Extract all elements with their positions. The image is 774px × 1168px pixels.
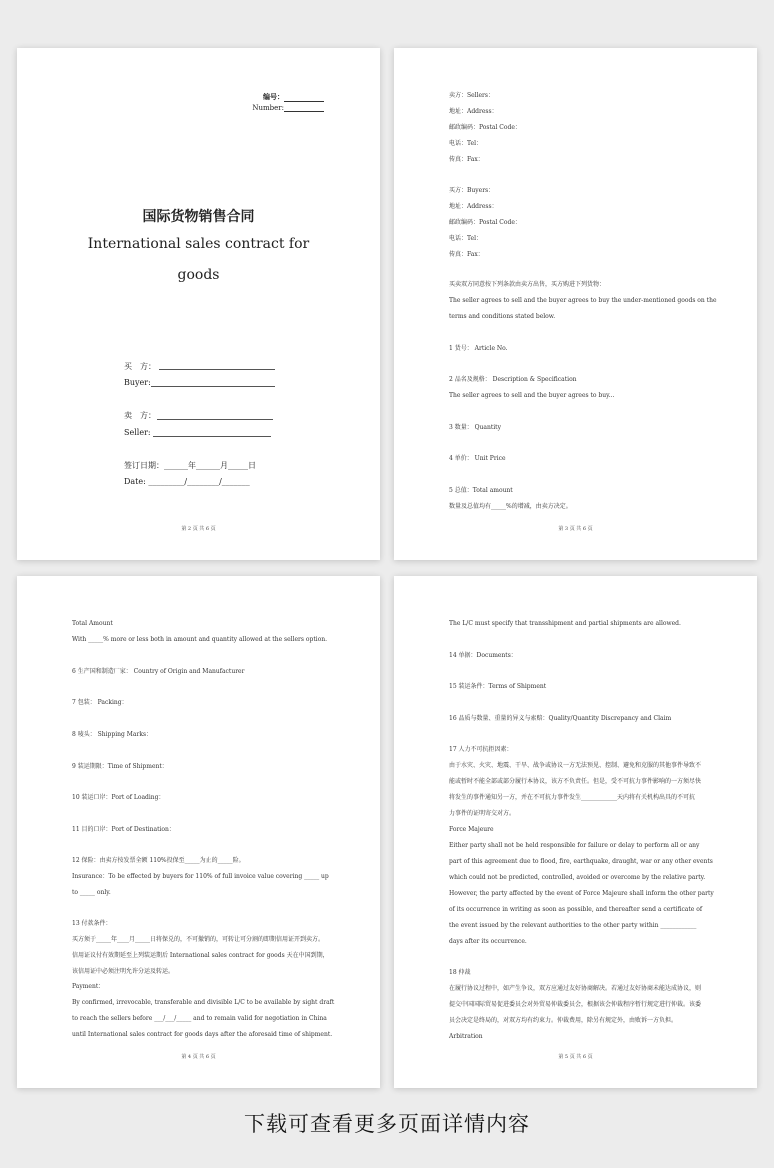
document-page-3 [17, 576, 380, 1088]
text-line: part of this agreement due to flood, fire, earthquake, draught, war or any other events [449, 858, 713, 865]
text-line: Insurance：To be effected by buyers for 110% of full invoice value covering _____ up [72, 873, 329, 880]
text-line: With _____% more or less both in amount and quantity allowed at the sellers option. [72, 636, 328, 643]
buyer-info-line: 传真：Fax： [449, 251, 484, 258]
text-line: 由于水灾、火灾、地震、干旱、战争或协议一方无法预见、控制、避免和克服的其他事件导致不 [449, 762, 702, 769]
title-cn: 国际货物销售合同 [142, 209, 255, 225]
clause-13: 13 付款条件： [72, 920, 112, 927]
text-line: the event issued by the relevant authorities to the other party within ____________ [449, 922, 697, 929]
seller-info-line: 传真：Fax： [449, 156, 484, 163]
clause-12: 12 保险：由卖方按发票全额 110%投保至_____为止的_____险。 [72, 857, 245, 864]
text-line: The L/C must specify that transshipment and partial shipments are allowed. [449, 620, 681, 627]
clause-2-text: The seller agrees to sell and the buyer agrees to buy... [449, 392, 615, 399]
clause-7: 7 包装： Packing： [72, 699, 128, 706]
document-page-cover [17, 48, 380, 560]
seller-info-line: 电话：Tel： [449, 140, 483, 147]
seller-cn-label: 卖 方： [124, 411, 156, 420]
text-line: However, the party affected by the event of Force Majeure shall inform the other party [449, 890, 714, 897]
text-line: Either party shall not be held responsible for failure or delay to perform all or any [449, 842, 700, 849]
clause-5: 5 总值：Total amount [449, 487, 513, 494]
contract-number-en-field [252, 104, 324, 112]
sign-date-cn: 签订日期：______年______月_____日 [124, 461, 256, 470]
buyer-info-line: 邮政编码：Postal Code： [449, 219, 521, 226]
download-caption[interactable]: 下载可查看更多页面详情内容 [244, 1112, 530, 1136]
seller-info-line: 邮政编码：Postal Code： [449, 124, 521, 131]
clause-15: 15 装运条件：Terms of Shipment [449, 683, 547, 690]
text-line: By confirmed, irrevocable, transferable and divisible L/C to be available by sight draft [72, 999, 335, 1006]
buyer-info-line: 电话：Tel： [449, 235, 483, 242]
title-en-line1: International sales contract for [87, 236, 310, 252]
buyer-info-line: 买方：Buyers： [449, 187, 495, 194]
text-line: until International sales contract for goods days after the aforesaid time of shipment. [72, 1031, 333, 1038]
text-line: 该信用证中必须注明允许分运及转运。 [72, 968, 175, 975]
page-footer: 第 4 页 共 6 页 [181, 1054, 216, 1060]
document-page-4 [394, 576, 757, 1088]
text-line: 能或暂时不能全部或部分履行本协议，该方不负责任。但是，受不可抗力事件影响的一方须尽快 [449, 778, 702, 785]
clause-3: 3 数量： Quantity [449, 424, 501, 431]
clause-1: 1 货号： Article No. [449, 345, 508, 352]
clause-8: 8 唛头： Shipping Marks： [72, 731, 153, 738]
text-line: 买方须于_____年____月_____日将保兑的，不可撤销的，可转让可分割的即期信用证开到卖方。 [72, 936, 325, 943]
buyer-cn-label: 买 方： [124, 362, 156, 371]
document-page-2 [394, 48, 757, 560]
clause-11: 11 目的口岸：Port of Destination： [72, 826, 175, 833]
text-line: to reach the sellers before ___/___/_____ and to remain valid for negotiation in China [72, 1015, 327, 1022]
text-line: Force Majeure [449, 826, 494, 833]
seller-info-line: 卖方：Sellers： [449, 92, 494, 99]
title-en-line2: goods [177, 267, 220, 283]
number-label-en: Number: [252, 104, 284, 112]
clause-14: 14 单据：Documents： [449, 652, 517, 659]
page-footer: 第 2 页 共 6 页 [181, 526, 216, 532]
seller-info-line: 地址：Address： [449, 108, 498, 115]
contract-number-field [263, 92, 324, 102]
text-line: 提交中国国际贸易促进委员会对外贸易仲裁委员会，根据该会仲裁程序暂行规定进行仲裁。该委 [449, 1001, 702, 1008]
text-line: Total Amount [72, 620, 113, 627]
page-footer: 第 3 页 共 6 页 [558, 526, 593, 532]
text-line: Payment： [72, 983, 105, 990]
intro-en-1: The seller agrees to sell and the buyer agrees to buy the under-mentioned goods on the [449, 297, 717, 304]
clause-4: 4 单价： Unit Price [449, 455, 506, 462]
sign-date-en: Date: _________/________/_______ [124, 477, 250, 486]
page-footer: 第 5 页 共 6 页 [558, 1054, 593, 1060]
clause-17: 17 人力不可抗拒因素： [449, 746, 513, 753]
text-line: to _____ only. [72, 889, 111, 896]
text-line: Arbitration [449, 1033, 483, 1040]
text-line: 信用证议付有效期延至上列装运期后 International sales contract for goods 天在中国到期， [72, 952, 329, 959]
clause-6: 6 生产国和制造厂家： Country of Origin and Manufacturer [72, 668, 245, 675]
text-line: 员会决定是终局的，对双方均有约束力。仲裁费用，除另有规定外，由败诉一方负担。 [449, 1017, 678, 1024]
buyer-info-line: 地址：Address： [449, 203, 498, 210]
text-line: of its occurrence in writing as soon as possible, and thereafter send a certificate of [449, 906, 703, 913]
clause-2: 2 品名及规格： Description & Specification [449, 376, 577, 383]
number-label: 编号： [263, 92, 284, 101]
intro-en-2: terms and conditions stated below. [449, 313, 556, 320]
text-line: 在履行协议过程中，如产生争议，双方应通过友好协商解决。若通过友好协商未能达成协议，则 [449, 985, 702, 992]
clause-9: 9 装运期限：Time of Shipment： [72, 763, 168, 770]
seller-en-label: Seller: [124, 428, 151, 437]
clause-10: 10 装运口岸：Port of Loading： [72, 794, 165, 801]
intro-cn: 买卖双方同意按下列条款由卖方出售，买方购进下列货物： [449, 281, 606, 288]
text-line: 力事件的证明寄交对方。 [449, 810, 516, 817]
text-line: which could not be predicted, controlled, avoided or overcome by the relative party. [449, 874, 706, 881]
buyer-en-label: Buyer: [124, 378, 151, 387]
clause-16: 16 品质与数量、重量的异义与索赔：Quality/Quantity Discrepancy and Claim [449, 715, 672, 722]
clause-18: 18 仲裁 [449, 969, 471, 976]
text-line: 将发生的事件通知另一方，并在不可抗力事件发生____________天内将有关机构出具的不可抗 [449, 794, 696, 801]
text-line: days after its occurrence. [449, 938, 527, 945]
clause-5-text: 数量及总值均有_____%的增减，由卖方决定。 [449, 503, 572, 510]
